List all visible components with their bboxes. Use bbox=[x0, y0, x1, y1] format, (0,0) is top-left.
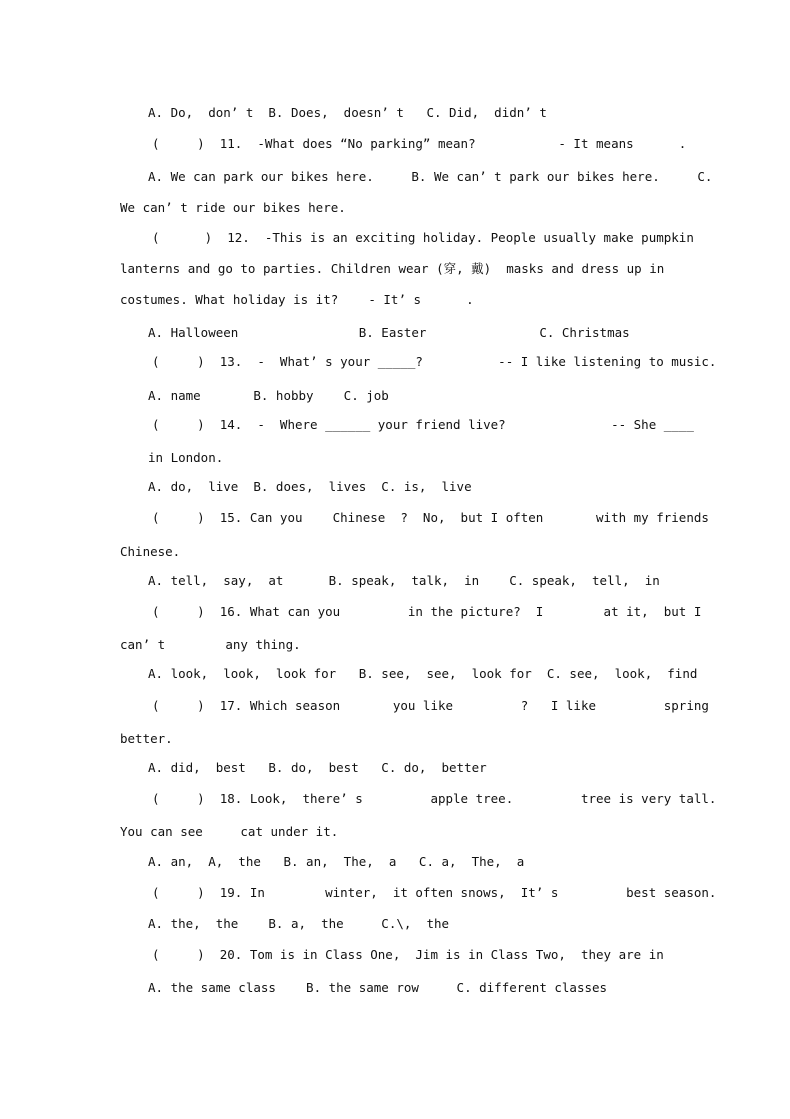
q14-options: A. do, live B. does, lives C. is, live bbox=[148, 479, 472, 494]
q16-question-cont: can’ t any thing. bbox=[120, 637, 301, 652]
q11-options: A. We can park our bikes here. B. We can’ t park our bikes here. C. bbox=[148, 169, 713, 184]
q13-options: A. name B. hobby C. job bbox=[148, 388, 389, 403]
q18-options: A. an, A, the B. an, The, a C. a, The, a bbox=[148, 854, 525, 869]
q16-question: ( ) 16. What can you in the picture? I at it, but I bbox=[152, 604, 702, 619]
q12-question-cont: lanterns and go to parties. Children wear (穿, 戴) masks and dress up in bbox=[120, 261, 665, 276]
q19-question: ( ) 19. In winter, it often snows, It’ s best season. bbox=[152, 885, 717, 900]
q15-options: A. tell, say, at B. speak, talk, in C. speak, tell, in bbox=[148, 573, 660, 588]
q16-options: A. look, look, look for B. see, see, look for C. see, look, find bbox=[148, 666, 698, 681]
q17-question: ( ) 17. Which season you like ? I like spring bbox=[152, 698, 709, 713]
q17-question-cont: better. bbox=[120, 731, 173, 746]
q14-question: ( ) 14. - Where ______ your friend live? -- She ____ bbox=[152, 417, 694, 432]
q11-question: ( ) 11. -What does “No parking” mean? - It means . bbox=[152, 136, 687, 151]
q13-question: ( ) 13. - What’ s your _____? -- I like listening to music. bbox=[152, 354, 717, 369]
q14-question-cont: in London. bbox=[148, 450, 224, 465]
q15-question-cont: Chinese. bbox=[120, 544, 181, 559]
q12-question-end: costumes. What holiday is it? - It’ s . bbox=[120, 292, 474, 307]
q18-question-cont: You can see cat under it. bbox=[120, 824, 339, 839]
q12-options: A. Halloween B. Easter C. Christmas bbox=[148, 325, 630, 340]
q15-question: ( ) 15. Can you Chinese ? No, but I often with my friends bbox=[152, 510, 709, 525]
q20-question: ( ) 20. Tom is in Class One, Jim is in Class Two, they are in bbox=[152, 947, 664, 962]
q19-options: A. the, the B. a, the C.\, the bbox=[148, 916, 450, 931]
q20-options: A. the same class B. the same row C. different classes bbox=[148, 980, 608, 995]
q10-options: A. Do, don’ t B. Does, doesn’ t C. Did, didn’ t bbox=[148, 105, 547, 120]
q18-question: ( ) 18. Look, there’ s apple tree. tree is very tall. bbox=[152, 791, 717, 806]
q11-options-cont: We can’ t ride our bikes here. bbox=[120, 200, 346, 215]
q12-question: ( ) 12. -This is an exciting holiday. People usually make pumpkin bbox=[152, 230, 694, 245]
q17-options: A. did, best B. do, best C. do, better bbox=[148, 760, 487, 775]
